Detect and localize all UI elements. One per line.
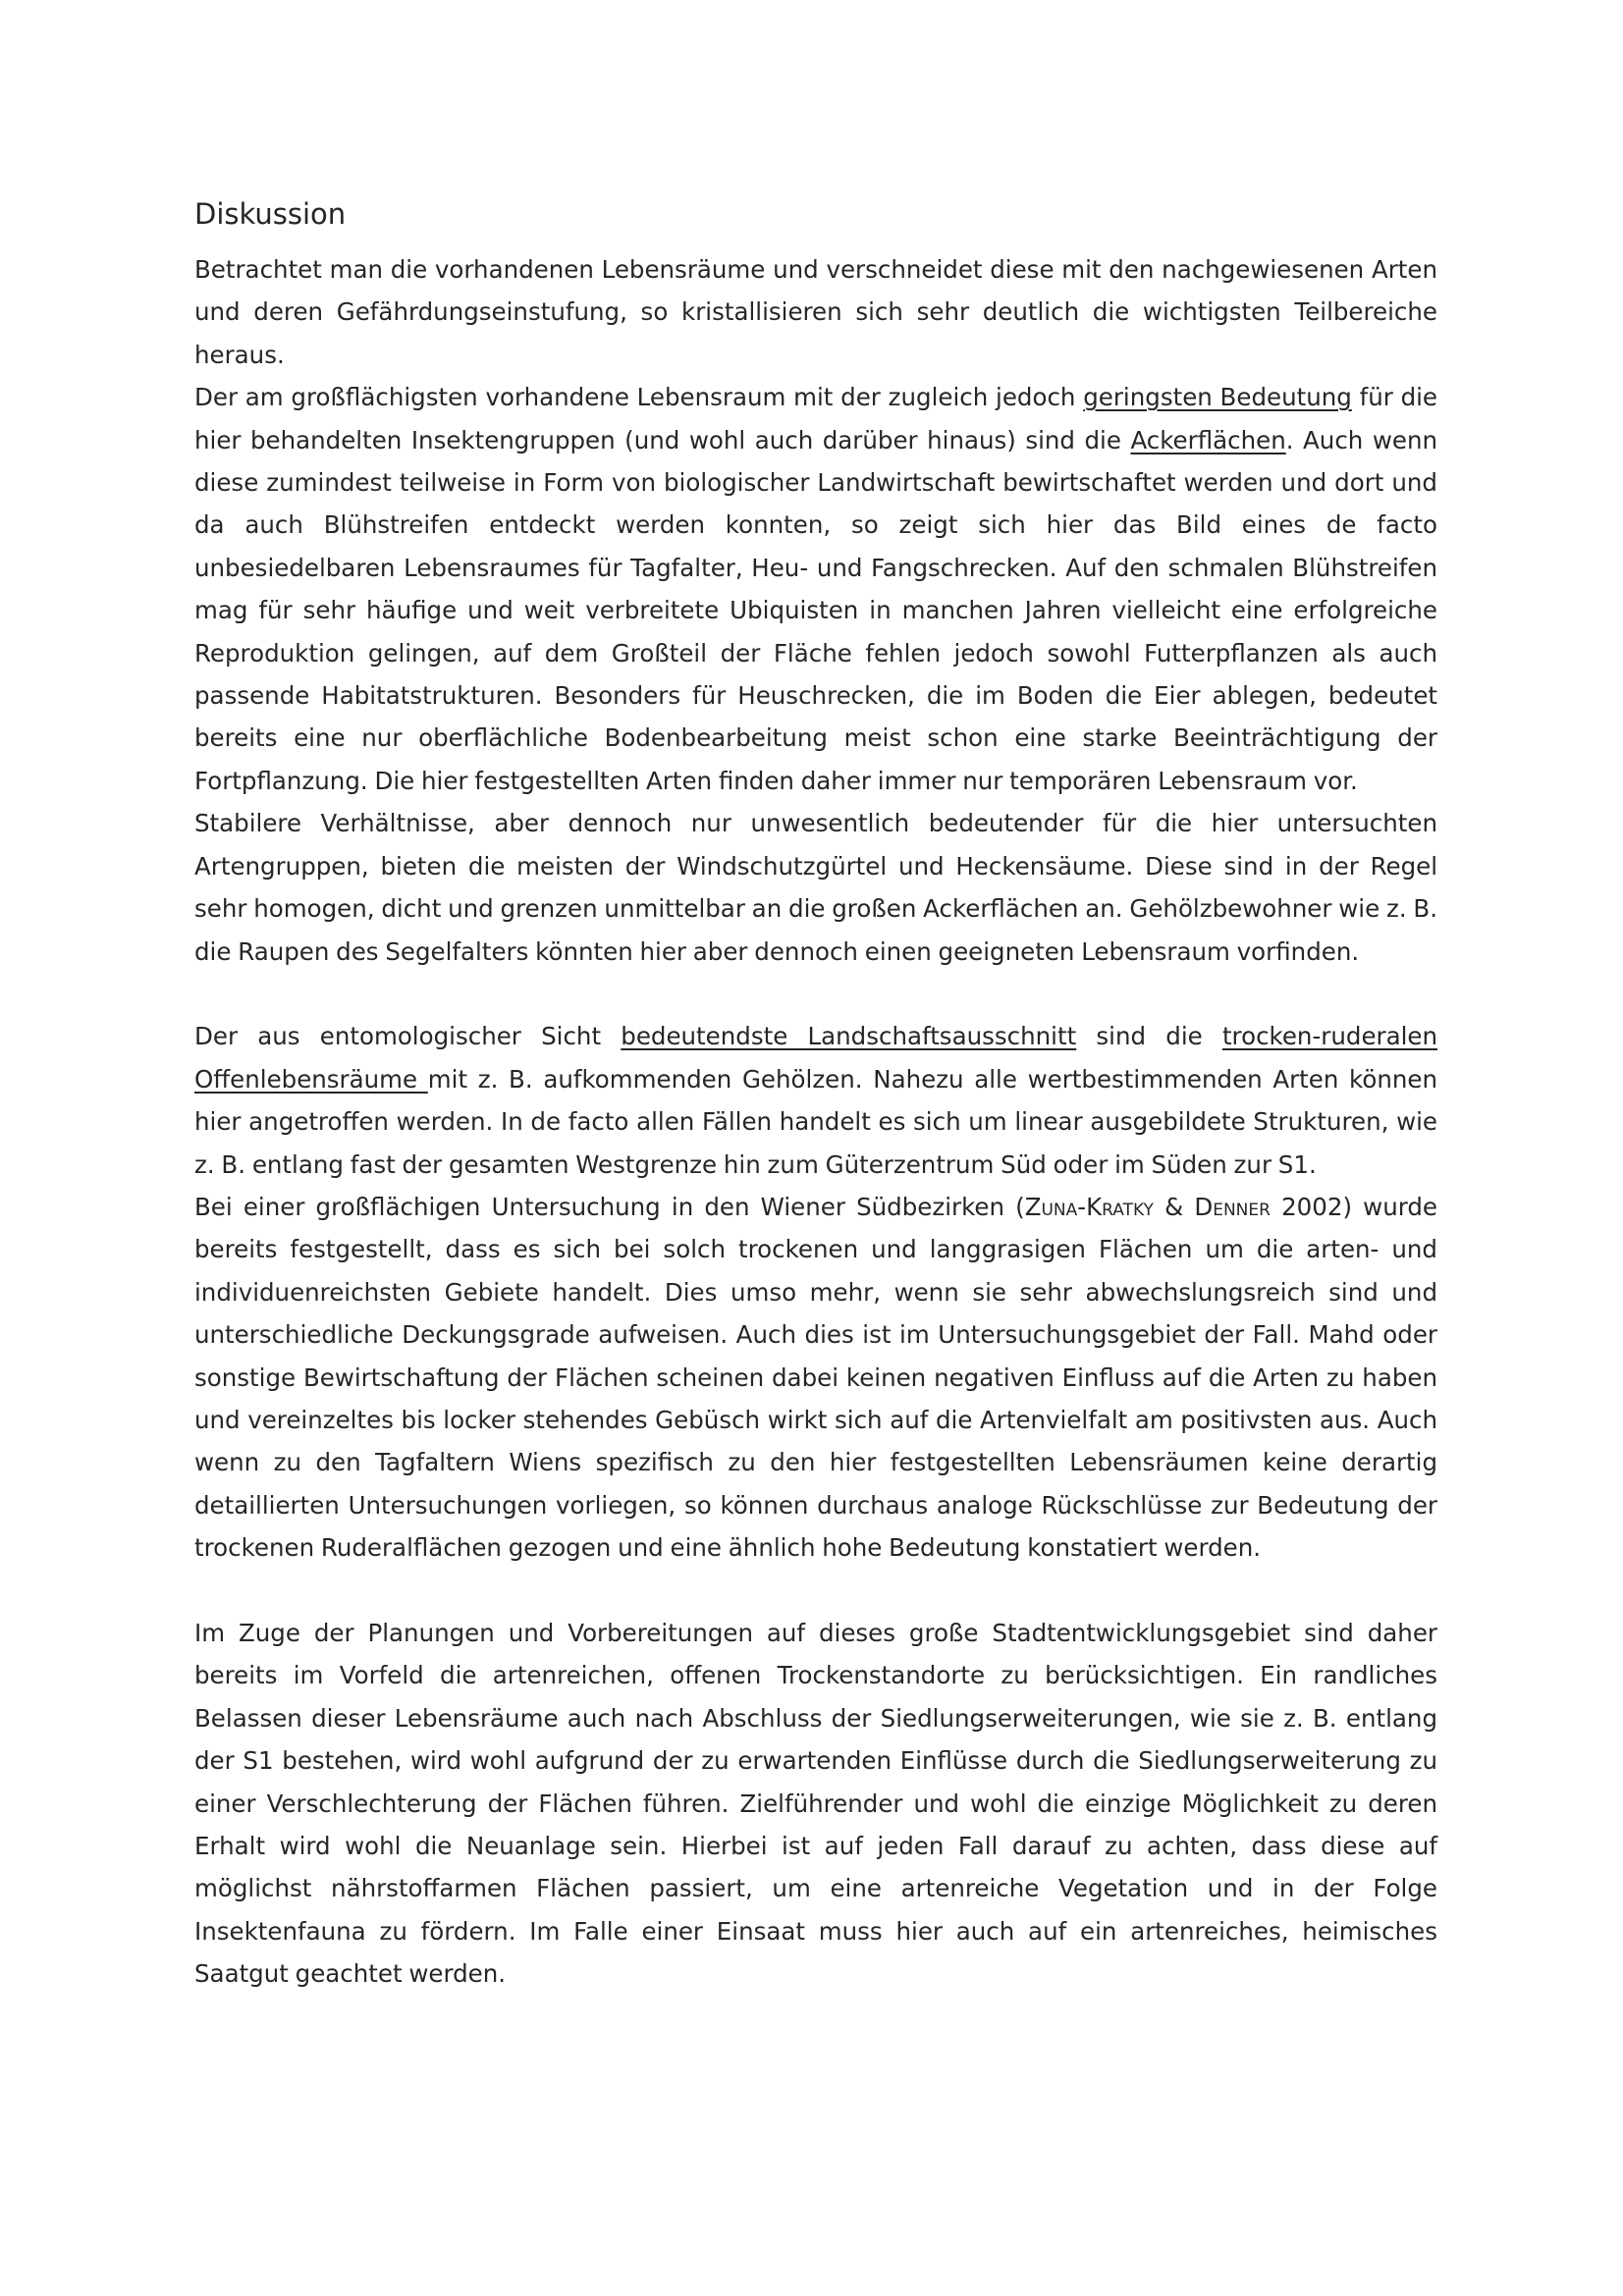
text-segment: ) wurde bereits festgestellt, dass es sich bei solch trockenen und langgrasigen Flächen um die arten- und individuenreichsten Gebiete handelt. Dies umso mehr, wenn sie sehr abwechslungsreich sind und unterschiedliche Deckungsgrade aufweisen. Auch dies ist im Untersuchungsgebiet der Fall. Mahd oder sonstige Bewirtschaftung der Flächen scheinen dabei keinen negativen Einfluss auf die Arten zu haben und vereinzeltes bis locker stehendes Gebüsch wirkt sich auf die Artenvielfalt am positivsten aus. Auch wenn zu den Tagfaltern Wiens spezifisch zu den hier festgestellten Lebensräumen keine derartig detaillierten Untersuchungen vorliegen, so können durchaus analoge Rückschlüsse zur Bedeutung der trockenen Ruderalflächen gezogen und eine ähnlich hohe Bedeutung konstatiert werden. bbox=[194, 1192, 1437, 1563]
paragraph-offenlebensraeume bbox=[194, 1015, 1437, 1186]
text-segment: sind die bbox=[1076, 1022, 1222, 1051]
section-heading: Diskussion bbox=[194, 197, 347, 231]
paragraph-gap bbox=[194, 1570, 1437, 1612]
paragraph-gap bbox=[194, 973, 1437, 1015]
citation: Zuna-Kratky & Denner 2002 bbox=[1024, 1192, 1343, 1221]
document-page bbox=[194, 192, 1437, 1996]
text-segment: mit z. B. aufkommenden Gehölzen. Nahezu alle wertbestimmenden Arten können hier angetroffen werden. In de facto allen Fällen handelt es sich um linear ausgebildete Strukturen, wie z. B. entlang fast der gesamten Westgrenze hin zum Güterzentrum Süd oder im Süden zur S1. bbox=[194, 1064, 1438, 1179]
paragraph-planungen: Im Zuge der Planungen und Vorbereitungen auf dieses große Stadtentwicklungsgebiet sind daher bereits im Vorfeld die artenreichen, offenen Trockenstandorte zu berücksichtigen. Ein randliches Belassen dieser Lebensräume auch nach Abschluss der Siedlungserweiterungen, wie sie z. B. entlang der S1 bestehen, wird wohl aufgrund der zu erwartenden Einflüsse durch die Siedlungserweiterung zu einer Verschlechterung der Flächen führen. Zielführender und wohl die einzige Möglichkeit zu deren Erhalt wird wohl die Neuanlage sein. Hierbei ist auf jeden Fall darauf zu achten, dass diese auf möglichst nährstoffarmen Flächen passiert, um eine artenreiche Vegetation und in der Folge Insektenfauna zu fördern. Im Falle einer Einsaat muss hier auch auf ein artenreiches, heimisches Saatgut geachtet werden. bbox=[194, 1618, 1437, 1989]
paragraph-ackerflaechen bbox=[194, 376, 1437, 802]
text-segment: für die hier behandelten Insektengruppen (und wohl auch darüber hinaus) sind die bbox=[194, 383, 1438, 454]
paragraph-windschutzguertel: Stabilere Verhältnisse, aber dennoch nur unwesentlich bedeutender für die hier untersuchten Artengruppen, bieten die meisten der Windschutzgürtel und Heckensäume. Diese sind in der Regel sehr homogen, dicht und grenzen unmittelbar an die großen Ackerflächen an. Gehölzbewohner wie z. B. die Raupen des Segelfalters könnten hier aber dennoch einen geeigneten Lebensraum vorfinden. bbox=[194, 809, 1437, 966]
text-segment: . Auch wenn diese zumindest teilweise in Form von biologischer Landwirtschaft bewirtschaftet werden und dort und da auch Blühstreifen entdeckt werden konnten, so zeigt sich hier das Bild eines de facto unbesiedelbaren Lebensraumes für Tagfalter, Heu- und Fangschrecken. Auf den schmalen Blühstreifen mag für sehr häufige und weit verbreitete Ubiquisten in manchen Jahren vielleicht eine erfolgreiche Reproduktion gelingen, auf dem Großteil der Fläche fehlen jedoch sowohl Futterpflanzen als auch passende Habitatstrukturen. Besonders für Heuschrecken, die im Boden die Eier ablegen, bedeutet bereits eine nur oberflächliche Bodenbearbeitung meist schon eine starke Beeinträchtigung der Fortpflanzung. Die hier festgestellten Arten finden daher immer nur temporären Lebensraum vor. bbox=[194, 425, 1437, 795]
underlined-bedeutendste-landschaftsausschnitt: bedeutendste Landschaftsausschnitt bbox=[621, 1022, 1077, 1051]
paragraph-wiener-suedbezirke bbox=[194, 1186, 1437, 1570]
underlined-trocken-ruderalen-offenlebensraeume: trocken-ruderalen Offenlebensräume bbox=[194, 1022, 1438, 1094]
text-segment: Der aus entomologischer Sicht bbox=[194, 1022, 622, 1051]
underlined-geringsten-bedeutung: geringsten Bedeutung bbox=[1083, 383, 1352, 412]
underlined-ackerflaechen: Ackerflächen bbox=[1130, 425, 1286, 454]
paragraph-intro: Betrachtet man die vorhandenen Lebensräume und verschneidet diese mit den nachgewiesenen Arten und deren Gefährdungseinstufung, so kristallisieren sich sehr deutlich die wichtigsten Teilbereiche heraus. bbox=[194, 255, 1437, 369]
text-segment: Der am großflächigsten vorhandene Lebensraum mit der zugleich jedoch bbox=[194, 383, 1084, 412]
text-segment: Bei einer großflächigen Untersuchung in den Wiener Südbezirken ( bbox=[194, 1192, 1025, 1221]
